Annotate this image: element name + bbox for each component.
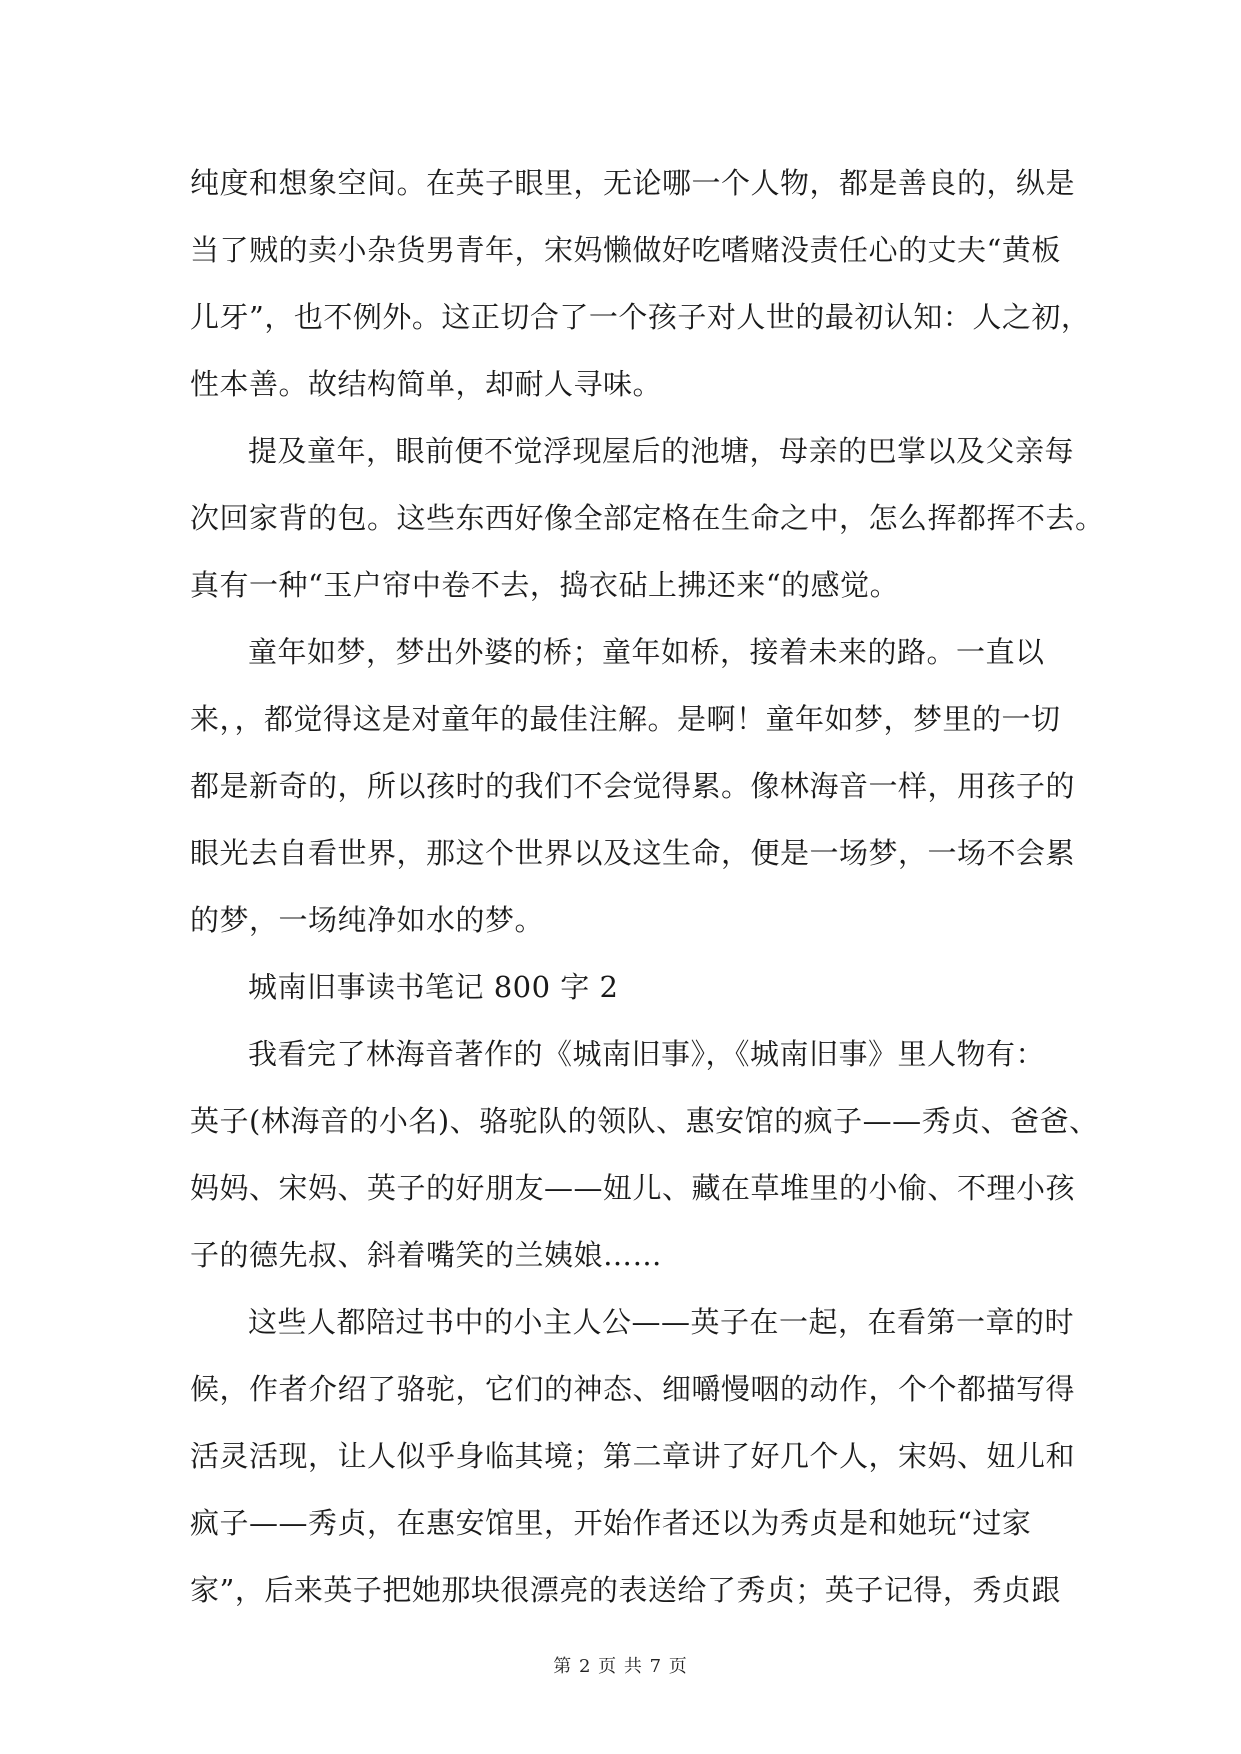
text-line: 来，，都觉得这是对童年的最佳注解。是啊！童年如梦，梦里的一切	[190, 702, 1061, 736]
text-line: 候，作者介绍了骆驼，它们的神态、细嚼慢咽的动作，个个都描写得	[190, 1372, 1076, 1406]
paragraph	[190, 1021, 1099, 1289]
text-line: 提及童年，眼前便不觉浮现屋后的池塘，母亲的巴掌以及父亲每	[248, 434, 1075, 468]
text-line: 童年如梦，梦出外婆的桥；童年如桥，接着未来的路。一直以	[248, 635, 1045, 669]
text-line: 性本善。故结构简单，却耐人寻味。	[190, 367, 663, 401]
paragraph	[190, 619, 1076, 954]
text-line: 家”，后来英子把她那块很漂亮的表送给了秀贞；英子记得，秀贞跟	[190, 1573, 1061, 1607]
text-line: 都是新奇的，所以孩时的我们不会觉得累。像林海音一样，用孩子的	[190, 769, 1076, 803]
text-line: 当了贼的卖小杂货男青年，宋妈懒做好吃嗜赌没责任心的丈夫“黄板	[190, 233, 1061, 267]
text-line: 英子(林海音的小名)、骆驼队的领队、惠安馆的疯子——秀贞、爸爸、	[190, 1104, 1099, 1138]
paragraph	[190, 150, 1091, 418]
text-line: 妈妈、宋妈、英子的好朋友——妞儿、藏在草堆里的小偷、不理小孩	[190, 1171, 1076, 1205]
text-line: 纯度和想象空间。在英子眼里，无论哪一个人物，都是善良的，纵是	[190, 166, 1076, 200]
text-line: 眼光去自看世界，那这个世界以及这生命，便是一场梦，一场不会累	[190, 836, 1076, 870]
document-body	[190, 150, 1105, 1624]
paragraph	[190, 418, 1105, 619]
text-line: 我看完了林海音著作的《城南旧事》，《城南旧事》里人物有：	[248, 1037, 1046, 1071]
text-line: 这些人都陪过书中的小主人公——英子在一起，在看第一章的时	[248, 1305, 1075, 1339]
text-line: 疯子——秀贞，在惠安馆里，开始作者还以为秀贞是和她玩“过家	[190, 1506, 1032, 1540]
text-line: 的梦，一场纯净如水的梦。	[190, 903, 545, 937]
paragraph	[190, 954, 1052, 1021]
text-line: 儿牙”，也不例外。这正切合了一个孩子对人世的最初认知：人之初，	[190, 300, 1091, 334]
text-line: 子的德先叔、斜着嘴笑的兰姨娘……	[190, 1238, 663, 1272]
paragraph	[190, 1289, 1076, 1624]
text-line: 城南旧事读书笔记 800 字 2	[248, 970, 619, 1004]
text-line: 真有一种“玉户帘中卷不去，捣衣砧上拂还来“的感觉。	[190, 568, 900, 602]
text-line: 次回家背的包。这些东西好像全部定格在生命之中，怎么挥都挥不去。	[190, 501, 1105, 535]
text-line: 活灵活现，让人似乎身临其境；第二章讲了好几个人，宋妈、妞儿和	[190, 1439, 1076, 1473]
page-number-footer: 第 2 页 共 7 页	[553, 1656, 688, 1677]
